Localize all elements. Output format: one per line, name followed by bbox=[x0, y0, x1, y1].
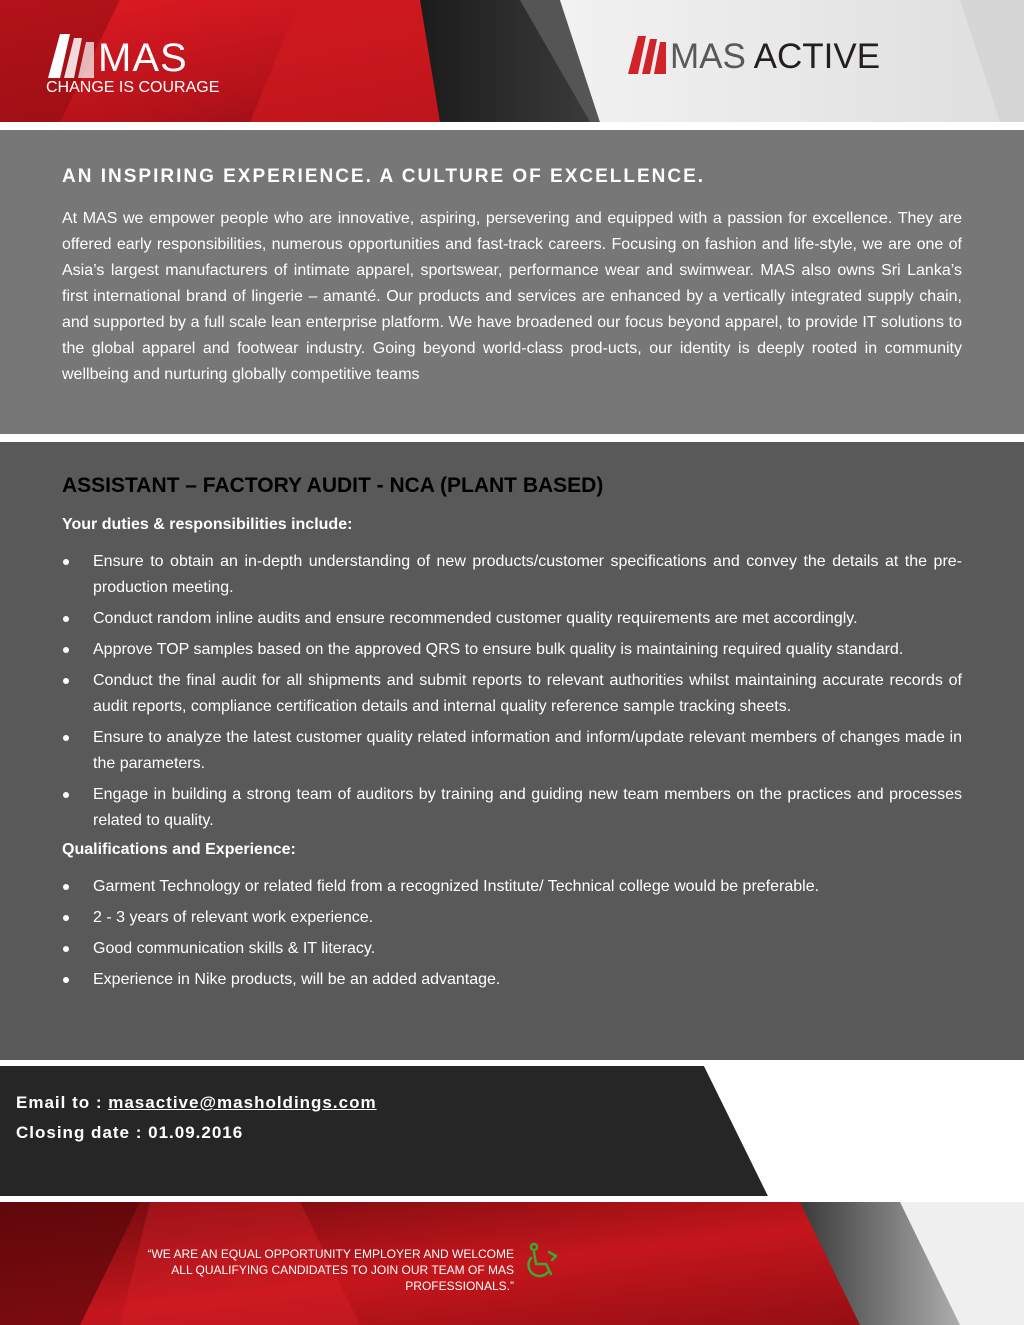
job-section bbox=[0, 442, 1024, 1060]
qualifications-heading: Qualifications and Experience: bbox=[62, 841, 296, 858]
qualifications-list bbox=[62, 874, 962, 998]
qualification-item: Experience in Nike products, will be an added advantage. bbox=[62, 967, 962, 993]
mas-logo bbox=[46, 34, 226, 104]
intro-title: AN INSPIRING EXPERIENCE. A CULTURE OF EXCELLENCE. bbox=[62, 166, 706, 187]
intro-section bbox=[0, 130, 1024, 434]
statement-line-1: “WE ARE AN EQUAL OPPORTUNITY EMPLOYER AND WELCOME bbox=[147, 1247, 514, 1261]
mas-active-brand-part2: ACTIVE bbox=[745, 37, 881, 76]
closing-date-label: Closing date : bbox=[16, 1123, 149, 1142]
email-link[interactable]: masactive@masholdings.com bbox=[108, 1093, 377, 1112]
duties-heading: Your duties & responsibilities include: bbox=[62, 516, 353, 533]
closing-date-line bbox=[16, 1123, 243, 1143]
duties-list bbox=[62, 549, 962, 839]
mas-active-logo-icon bbox=[626, 36, 668, 74]
email-line bbox=[16, 1093, 377, 1113]
duty-item: Engage in building a strong team of auditors by training and guiding new team members on the practices and processes related to quality. bbox=[62, 782, 962, 834]
duty-item: Ensure to analyze the latest customer quality related information and inform/update relevant members of changes made in the parameters. bbox=[62, 725, 962, 777]
mas-active-brand-part1: MAS bbox=[670, 37, 746, 76]
duty-item: Conduct the final audit for all shipments and submit reports to relevant authorities whilst maintaining accurate records of audit reports, compliance certification details and internal quality reference sample tracking sheets. bbox=[62, 668, 962, 720]
qualification-item: Garment Technology or related field from a recognized Institute/ Technical college would be preferable. bbox=[62, 874, 962, 900]
mas-active-brand-text bbox=[670, 36, 880, 78]
job-title: ASSISTANT – FACTORY AUDIT - NCA (PLANT BASED) bbox=[62, 474, 604, 497]
duty-item: Ensure to obtain an in-depth understanding of new products/customer specifications and convey the details at the pre-production meeting. bbox=[62, 549, 962, 601]
equal-opportunity-statement bbox=[80, 1246, 514, 1294]
qualification-item: 2 - 3 years of relevant work experience. bbox=[62, 905, 962, 931]
duty-item: Approve TOP samples based on the approved QRS to ensure bulk quality is maintaining required quality standard. bbox=[62, 637, 962, 663]
footer-banner bbox=[0, 1202, 1024, 1325]
header-banner bbox=[0, 0, 1024, 122]
mas-logo-icon bbox=[46, 34, 96, 78]
email-label: Email to : bbox=[16, 1093, 109, 1112]
intro-body: At MAS we empower people who are innovative, aspiring, persevering and equipped with a passion for excellence. They are offered early responsibilities, numerous opportunities and fast-track careers. Focusing on fashion and life-style, we are one of Asia’s largest manufacturers of intimate apparel, sportswear, performance wear and swimwear. MAS also owns Sri Lanka’s first international brand of lingerie – amanté. Our products and services are enhanced by a vertically integrated supply chain, and supported by a full scale lean enterprise platform. We have broadened our focus beyond apparel, to provide IT solutions to the global apparel and footwear industry. Going beyond world-class prod-ucts, our identity is deeply rooted in community wellbeing and nurturing globally competitive teams bbox=[62, 210, 962, 383]
statement-line-2: ALL QUALIFYING CANDIDATES TO JOIN OUR TEAM OF MAS PROFESSIONALS.” bbox=[171, 1263, 514, 1293]
mas-active-logo bbox=[626, 36, 936, 76]
contact-section bbox=[0, 1066, 1024, 1196]
duty-item: Conduct random inline audits and ensure recommended customer quality requirements are met accordingly. bbox=[62, 606, 962, 632]
mas-brand-text: MAS bbox=[98, 36, 188, 80]
accessibility-icon bbox=[522, 1242, 562, 1282]
closing-date-value: 01.09.2016 bbox=[148, 1123, 244, 1142]
qualification-item: Good communication skills & IT literacy. bbox=[62, 936, 962, 962]
mas-tagline: CHANGE IS COURAGE bbox=[46, 79, 220, 96]
